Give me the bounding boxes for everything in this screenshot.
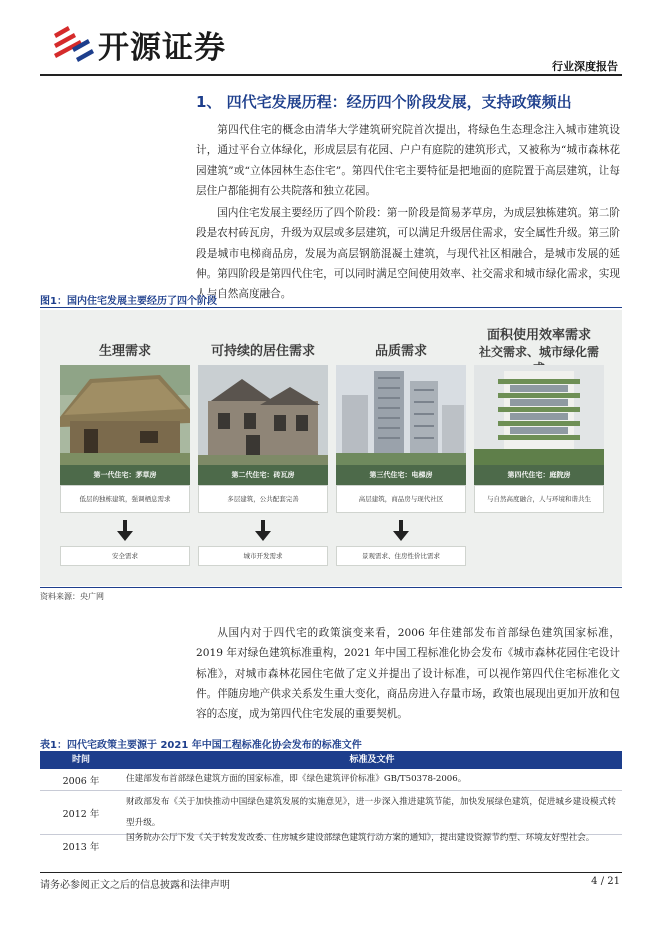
header-divider (40, 74, 622, 76)
table-row (40, 835, 622, 863)
figure-source: 资料来源：央广网 (40, 592, 104, 601)
table-row (40, 769, 622, 791)
need-box: 城市开发需求 (198, 546, 328, 566)
stage-3 (336, 310, 466, 586)
generation-label: 第二代住宅：砖瓦房 (198, 465, 328, 485)
thatched-hut-photo (60, 365, 190, 465)
figure-caption: 图1：国内住宅发展主要经历了四个阶段 (40, 296, 217, 307)
feature-box: 高层建筑，商品房与现代社区 (336, 485, 466, 513)
table-header (40, 752, 622, 769)
feature-box: 低层的独栋建筑，强调栖息需求 (60, 485, 190, 513)
stage-4 (474, 310, 604, 586)
row-description: 住建部发布首部绿色建筑方面的国家标准，即《绿色建筑评价标准》GB/T50378-2006。 (126, 774, 467, 784)
paragraph-2: 国内住宅发展主要经历了四个阶段：第一阶段是简易茅草房，为成层独栋建筑。第二阶段是农村砖瓦房，升级为双层或多层建筑，可以满足升级居住需求，安全属性升级。第三阶段是城市电梯商品房，发展为高层钢筋混凝土建筑，与现代社区相融合，是城市发展的延伸。第四阶段是第四代住宅，可以同时满足空间使用效率、社交需求和城市绿化需求，实现人与自然高度融合。 (196, 207, 620, 301)
column-header-standard: 标准及文件 (349, 755, 395, 765)
figure-bottom-rule (40, 587, 622, 588)
column-header-time: 时间 (71, 755, 90, 765)
brick-house-photo (198, 365, 328, 465)
report-type: 行业深度报告 (552, 60, 618, 73)
need-box: 安全需求 (60, 546, 190, 566)
page-number: 4 / 21 (591, 876, 620, 887)
section-heading: 1、 四代宅发展历程：经历四个阶段发展，支持政策频出 (196, 93, 572, 111)
stage-2 (198, 310, 328, 586)
stage-1 (60, 310, 190, 586)
generation-label: 第四代住宅：庭院房 (474, 465, 604, 485)
table-caption: 表1：四代宅政策主要源于 2021 年中国工程标准化协会发布的标准文件 (40, 740, 362, 751)
arrow-down-icon (115, 520, 135, 542)
arrow-down-icon (253, 520, 273, 542)
generation-label: 第三代住宅：电梯房 (336, 465, 466, 485)
stage-title: 品质需求 (374, 344, 427, 359)
arrow-down-icon (391, 520, 411, 542)
row-year: 2013 年 (62, 842, 100, 853)
footer-divider (40, 872, 622, 873)
generation-label: 第一代住宅：茅草房 (60, 465, 190, 485)
stage-title: 可持续的居住需求 (210, 344, 315, 359)
stage-title: 生理需求 (98, 344, 151, 359)
feature-box: 多层建筑，公共配套完善 (198, 485, 328, 513)
row-year: 2006 年 (62, 776, 100, 787)
feature-box: 与自然高度融合，人与环境和谐共生 (474, 485, 604, 513)
stage-title-line-2: 社交需求、城市绿化需 (478, 345, 599, 359)
paragraph-3: 从国内对于四代宅的政策演变来看，2006 年住建部发布首部绿色建筑国家标准，2019 年对绿色建筑标准重构，2021 年中国工程标准化协会发布《城市森林花园住宅设计标准》，对城市森林花园住宅做了定义并提出了设计标准，可以视作第四代住宅标准化文件。伴随房地产供求关系发生重大变化，商品房进入存量市场，政策也展现出更加开放和包容的态度，成为第四代住宅发展的重要契机。 (196, 627, 620, 721)
footer-disclaimer: 请务必参阅正文之后的信息披露和法律声明 (40, 880, 230, 891)
housing-stages-figure (40, 310, 622, 586)
row-description: 国务院办公厅下发《关于转发发改委、住房城乡建设部绿色建筑行动方案的通知》，提出建设资源节约型、环境友好型社会。 (126, 833, 595, 843)
paragraph-1: 第四代住宅的概念由清华大学建筑研究院首次提出，将绿色生态理念注入城市建筑设计，通过平台立体绿化，形成层层有花园、户户有庭院的建筑形式，又被称为“城市森林花园建筑”或“立体园林生态住宅”。第四代住宅主要特征是把地面的庭院置于高层建筑，让每层住户都能拥有公共院落和独立花园。 (196, 124, 620, 197)
row-description: 财政部发布《关于加快推动中国绿色建筑发展的实施意见》，进一步深入推进建筑节能，加快发展绿色建筑，促进城乡建设模式转型升级。 (126, 797, 616, 828)
need-box: 景观需求、住房性价比需求 (336, 546, 466, 566)
garden-tower-photo (474, 365, 604, 465)
stage-title-line-1: 面积使用效率需求 (486, 328, 591, 343)
high-rise-photo (336, 365, 466, 465)
company-name: 开源证券 (98, 30, 226, 66)
figure-top-rule (40, 307, 622, 308)
row-year: 2012 年 (62, 809, 100, 820)
